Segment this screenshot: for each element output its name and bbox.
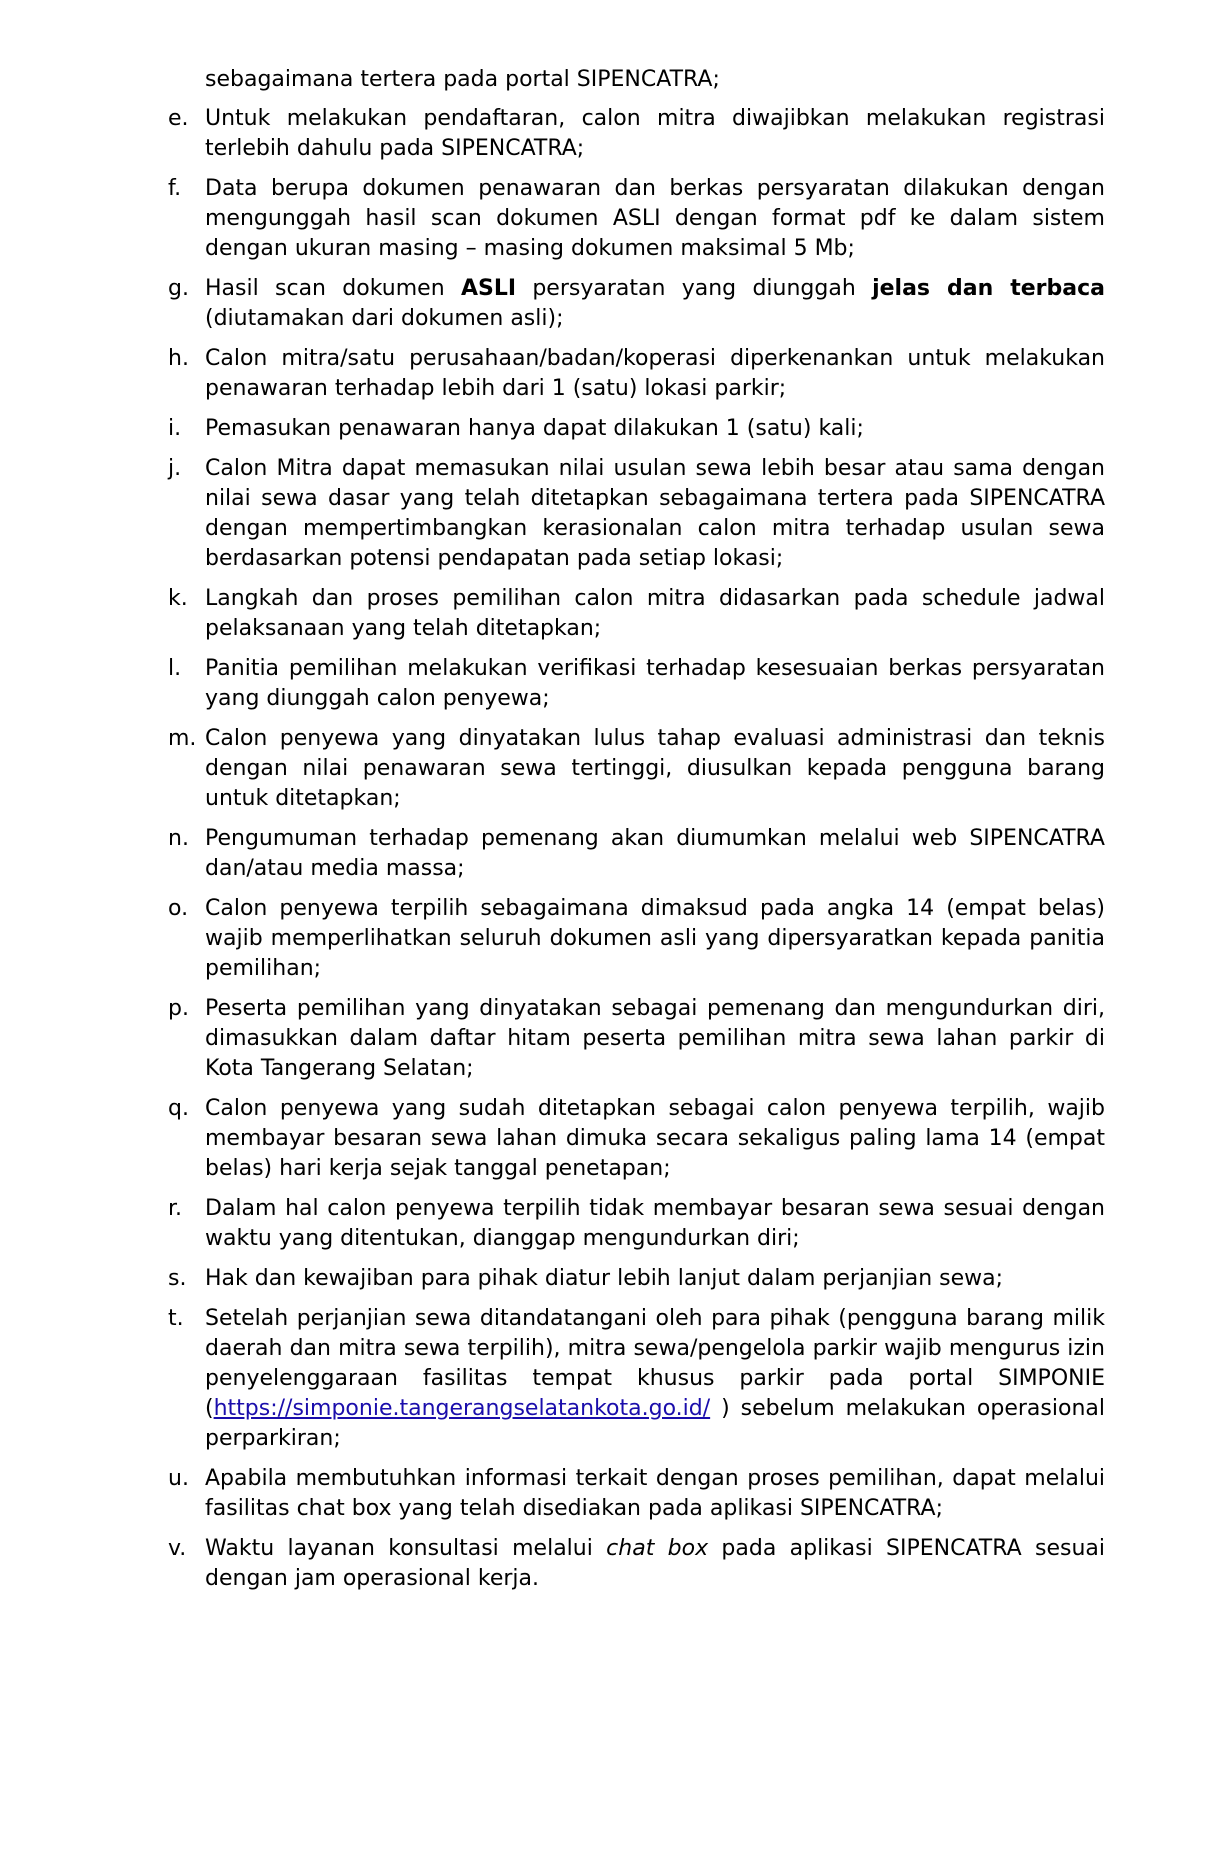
list-marker: f.	[168, 176, 182, 201]
list-item-n	[168, 824, 1105, 884]
list-item-text: Panitia pemilihan melakukan verifikasi terhadap kesesuaian berkas persyaratan yang diunggah calon penyewa;	[205, 656, 1105, 711]
list-marker: e.	[168, 106, 189, 131]
list-marker: k.	[168, 586, 188, 611]
italic-text-chat-box: chat box	[606, 1536, 709, 1561]
list-item-text	[205, 1304, 1105, 1454]
list-item-k	[168, 584, 1105, 644]
text-segment: pada aplikasi SIPENCATRA sesuai dengan jam operasional kerja.	[205, 1536, 1106, 1591]
list-marker: h.	[168, 346, 189, 371]
list-item-text: Calon Mitra dapat memasukan nilai usulan sewa lebih besar atau sama dengan nilai sewa dasar yang telah ditetapkan sebagaimana tertera pada SIPENCATRA dengan mempertimbangkan kerasionalan calon mitra terhadap usulan sewa berdasarkan potensi pendapatan pada setiap lokasi;	[205, 456, 1105, 571]
list-item-f	[168, 174, 1105, 264]
list-item-v	[168, 1534, 1105, 1594]
list-item-r	[168, 1194, 1105, 1254]
list-item-p	[168, 994, 1105, 1084]
list-marker: j.	[168, 456, 182, 481]
list-item-q	[168, 1094, 1105, 1184]
list-item-text: Pengumuman terhadap pemenang akan diumumkan melalui web SIPENCATRA dan/atau media massa;	[205, 826, 1105, 881]
list-marker: l.	[168, 656, 182, 681]
list-item-g	[168, 274, 1105, 334]
list-marker: g.	[168, 276, 189, 301]
text-segment: ) sebelum melakukan operasional perparkiran;	[205, 1396, 1105, 1451]
list-item-h	[168, 344, 1105, 404]
list-item-e	[168, 104, 1105, 164]
text-segment: Hasil scan dokumen	[205, 276, 461, 301]
list-item-text: Pemasukan penawaran hanya dapat dilakukan 1 (satu) kali;	[205, 416, 864, 441]
list-item-o	[168, 894, 1105, 984]
list-marker: q.	[168, 1096, 189, 1121]
list-item-l	[168, 654, 1105, 714]
list-marker: o.	[168, 896, 189, 921]
text-segment: Setelah perjanjian sewa ditandatangani oleh para pihak (pengguna barang milik daerah dan mitra sewa terpilih), mitra sewa/pengelola parkir wajib mengurus izin penyelenggaraan fasilitas tempat khusus parkir pada portal SIMPONIE (	[205, 1306, 1105, 1421]
simponie-link[interactable]: https://simponie.tangerangselatankota.go.id/	[213, 1396, 711, 1421]
list-item-text: Calon mitra/satu perusahaan/badan/koperasi diperkenankan untuk melakukan penawaran terhadap lebih dari 1 (satu) lokasi parkir;	[205, 346, 1105, 401]
list-item-text: Peserta pemilihan yang dinyatakan sebagai pemenang dan mengundurkan diri, dimasukkan dalam daftar hitam peserta pemilihan mitra sewa lahan parkir di Kota Tangerang Selatan;	[205, 996, 1105, 1081]
list-marker: p.	[168, 996, 189, 1021]
list-item-text: Calon penyewa yang dinyatakan lulus tahap evaluasi administrasi dan teknis dengan nilai penawaran sewa tertinggi, diusulkan kepada pengguna barang untuk ditetapkan;	[205, 726, 1105, 811]
list-marker: u.	[168, 1466, 189, 1491]
list-item-text: Data berupa dokumen penawaran dan berkas persyaratan dilakukan dengan mengunggah hasil scan dokumen ASLI dengan format pdf ke dalam sistem dengan ukuran masing – masing dokumen maksimal 5 Mb;	[205, 176, 1105, 261]
list-item-text: Untuk melakukan pendaftaran, calon mitra diwajibkan melakukan registrasi terlebih dahulu pada SIPENCATRA;	[205, 106, 1105, 161]
bold-text-asli: ASLI	[460, 276, 517, 301]
list-marker: m.	[168, 726, 197, 751]
list-item-text: Calon penyewa yang sudah ditetapkan sebagai calon penyewa terpilih, wajib membayar besaran sewa lahan dimuka secara sekaligus paling lama 14 (empat belas) hari kerja sejak tanggal penetapan;	[205, 1096, 1105, 1181]
requirements-list	[168, 104, 1105, 1604]
bold-text-jelas: jelas dan terbaca	[872, 276, 1105, 301]
text-segment: (diutamakan dari dokumen asli);	[205, 306, 564, 331]
list-item-s	[168, 1264, 1105, 1294]
list-marker: t.	[168, 1306, 184, 1331]
list-item-text: Langkah dan proses pemilihan calon mitra didasarkan pada schedule jadwal pelaksanaan yang telah ditetapkan;	[205, 586, 1105, 641]
list-item-text: Hak dan kewajiban para pihak diatur lebih lanjut dalam perjanjian sewa;	[205, 1266, 1004, 1291]
continuation-text: sebagaimana tertera pada portal SIPENCATRA;	[205, 67, 720, 92]
text-segment: persyaratan yang diunggah	[516, 276, 873, 301]
list-marker: v.	[168, 1536, 187, 1561]
list-item-text: Dalam hal calon penyewa terpilih tidak membayar besaran sewa sesuai dengan waktu yang ditentukan, dianggap mengundurkan diri;	[205, 1196, 1105, 1251]
list-item-text	[205, 274, 1105, 334]
list-marker: n.	[168, 826, 189, 851]
list-item-text: Apabila membutuhkan informasi terkait dengan proses pemilihan, dapat melalui fasilitas chat box yang telah disediakan pada aplikasi SIPENCATRA;	[205, 1466, 1105, 1521]
list-item-u	[168, 1464, 1105, 1524]
list-item-m	[168, 724, 1105, 814]
list-marker: i.	[168, 416, 182, 441]
list-marker: r.	[168, 1196, 183, 1221]
list-item-t	[168, 1304, 1105, 1454]
text-segment: Waktu layanan konsultasi melalui	[205, 1536, 607, 1561]
list-item-text: Calon penyewa terpilih sebagaimana dimaksud pada angka 14 (empat belas) wajib memperlihatkan seluruh dokumen asli yang dipersyaratkan kepada panitia pemilihan;	[205, 896, 1105, 981]
list-marker: s.	[168, 1266, 187, 1291]
list-item-j	[168, 454, 1105, 574]
list-item-i	[168, 414, 1105, 444]
list-item-text	[205, 1534, 1105, 1594]
